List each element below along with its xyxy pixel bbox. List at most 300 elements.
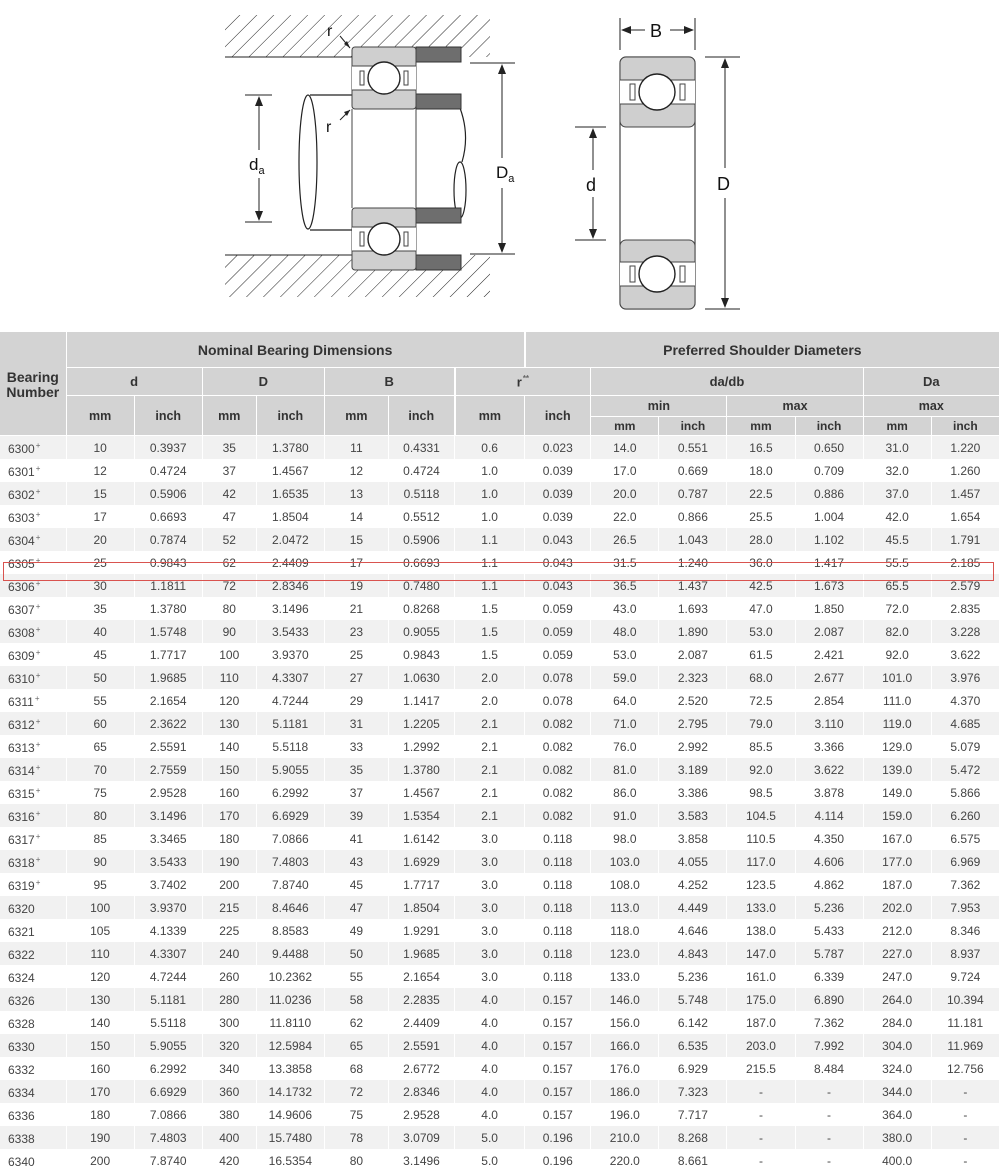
table-cell: 13.3858 — [256, 1057, 324, 1080]
table-cell: 3.0 — [455, 965, 525, 988]
table-cell: 100 — [202, 643, 256, 666]
table-row — [0, 1034, 1000, 1057]
table-cell: 11.969 — [931, 1034, 999, 1057]
bearing-mark: + — [36, 533, 41, 542]
table-cell: 90 — [202, 620, 256, 643]
header-unit-mm: mm — [455, 396, 525, 436]
table-cell: 6.6929 — [256, 804, 324, 827]
table-cell: 7.4803 — [256, 850, 324, 873]
bearing-number-cell — [0, 1034, 66, 1057]
bearing-number-cell — [0, 804, 66, 827]
table-cell: 31 — [324, 712, 388, 735]
bearing-mark: + — [36, 625, 41, 634]
table-cell: 14 — [324, 505, 388, 528]
table-cell: 72 — [202, 574, 256, 597]
bearing-number-cell — [0, 574, 66, 597]
table-cell: 0.8268 — [388, 597, 454, 620]
table-cell: 3.0 — [455, 896, 525, 919]
bearing-number-cell — [0, 643, 66, 666]
table-cell: 156.0 — [591, 1011, 659, 1034]
table-row — [0, 781, 1000, 804]
table-cell: 1.9685 — [388, 942, 454, 965]
table-cell: 49 — [324, 919, 388, 942]
label-r-bottom: r — [326, 119, 332, 136]
bearing-number: 6324 — [8, 971, 35, 985]
bearing-number: 6304 — [8, 534, 35, 548]
table-cell: 10.2362 — [256, 965, 324, 988]
table-cell: 2.6772 — [388, 1057, 454, 1080]
table-cell: 2.087 — [659, 643, 727, 666]
table-cell: 6.575 — [931, 827, 999, 850]
table-row — [0, 965, 1000, 988]
bearing-mark: + — [36, 441, 41, 450]
table-cell: 140 — [202, 735, 256, 758]
table-cell: 7.8740 — [134, 1149, 202, 1172]
table-cell: 0.039 — [525, 482, 591, 505]
table-cell: 5.0 — [455, 1149, 525, 1172]
table-cell: 0.118 — [525, 965, 591, 988]
table-cell: 7.0866 — [134, 1103, 202, 1126]
table-cell: 2.7559 — [134, 758, 202, 781]
bearing-number: 6319 — [8, 879, 35, 893]
header-nominal-dimensions: Nominal Bearing Dimensions — [66, 332, 525, 368]
table-cell: 203.0 — [727, 1034, 795, 1057]
table-cell: 31.0 — [863, 436, 931, 460]
bearing-number: 6317 — [8, 833, 35, 847]
table-cell: 2.4409 — [388, 1011, 454, 1034]
table-cell: 5.236 — [795, 896, 863, 919]
table-cell: 2.1 — [455, 758, 525, 781]
table-cell: 103.0 — [591, 850, 659, 873]
table-row — [0, 712, 1000, 735]
table-cell: 2.421 — [795, 643, 863, 666]
table-row — [0, 1103, 1000, 1126]
table-cell: 111.0 — [863, 689, 931, 712]
table-cell: 4.0 — [455, 988, 525, 1011]
table-cell: 2.1 — [455, 804, 525, 827]
table-cell: 0.866 — [659, 505, 727, 528]
table-cell: 8.346 — [931, 919, 999, 942]
table-cell: 43.0 — [591, 597, 659, 620]
table-cell: 227.0 — [863, 942, 931, 965]
table-cell: 7.4803 — [134, 1126, 202, 1149]
table-cell: 37 — [324, 781, 388, 804]
table-row — [0, 551, 1000, 574]
table-cell: 3.583 — [659, 804, 727, 827]
table-cell: 3.5433 — [256, 620, 324, 643]
table-cell: 50 — [66, 666, 134, 689]
table-cell: 1.2205 — [388, 712, 454, 735]
table-cell: 161.0 — [727, 965, 795, 988]
table-cell: 5.9055 — [134, 1034, 202, 1057]
table-row — [0, 827, 1000, 850]
bearing-number-cell — [0, 482, 66, 505]
table-cell: 2.579 — [931, 574, 999, 597]
table-cell: 1.8504 — [388, 896, 454, 919]
table-cell: 420 — [202, 1149, 256, 1172]
table-cell: - — [795, 1149, 863, 1172]
table-cell: 360 — [202, 1080, 256, 1103]
table-cell: 1.1 — [455, 551, 525, 574]
table-cell: 17.0 — [591, 459, 659, 482]
table-cell: 2.3622 — [134, 712, 202, 735]
bearing-number-cell — [0, 850, 66, 873]
table-cell: 4.449 — [659, 896, 727, 919]
table-row — [0, 643, 1000, 666]
table-cell: 3.1496 — [256, 597, 324, 620]
table-cell: 200 — [202, 873, 256, 896]
table-cell: 2.323 — [659, 666, 727, 689]
label-B: B — [650, 21, 662, 41]
bearing-number: 6338 — [8, 1132, 35, 1146]
bearing-number: 6308 — [8, 626, 35, 640]
table-cell: 2.0472 — [256, 528, 324, 551]
table-cell: 4.646 — [659, 919, 727, 942]
label-d: d — [586, 175, 596, 195]
table-cell: 104.5 — [727, 804, 795, 827]
bearing-mark: + — [36, 487, 41, 496]
table-cell: 18.0 — [727, 459, 795, 482]
bearing-mark: + — [36, 717, 41, 726]
table-cell: 1.220 — [931, 436, 999, 460]
table-cell: 0.059 — [525, 620, 591, 643]
table-cell: 220.0 — [591, 1149, 659, 1172]
table-cell: 1.260 — [931, 459, 999, 482]
table-cell: 6.2992 — [134, 1057, 202, 1080]
table-cell: 100 — [66, 896, 134, 919]
table-cell: 3.7402 — [134, 873, 202, 896]
table-cell: 304.0 — [863, 1034, 931, 1057]
bearing-mark: + — [36, 786, 41, 795]
table-cell: 1.102 — [795, 528, 863, 551]
bearing-number-cell — [0, 666, 66, 689]
table-cell: 22.0 — [591, 505, 659, 528]
table-cell: 60 — [66, 712, 134, 735]
bearing-number-cell — [0, 1011, 66, 1034]
table-cell: 98.5 — [727, 781, 795, 804]
table-cell: 200 — [66, 1149, 134, 1172]
table-cell: 364.0 — [863, 1103, 931, 1126]
table-row — [0, 666, 1000, 689]
table-cell: 1.0 — [455, 459, 525, 482]
table-cell: 300 — [202, 1011, 256, 1034]
table-cell: 45.5 — [863, 528, 931, 551]
bearing-mark: + — [36, 832, 41, 841]
table-cell: 12 — [66, 459, 134, 482]
table-cell: 1.6929 — [388, 850, 454, 873]
table-cell: - — [931, 1103, 999, 1126]
table-cell: 78 — [324, 1126, 388, 1149]
table-cell: - — [931, 1126, 999, 1149]
table-cell: 76.0 — [591, 735, 659, 758]
table-cell: 0.082 — [525, 758, 591, 781]
table-cell: 140 — [66, 1011, 134, 1034]
table-cell: 2.835 — [931, 597, 999, 620]
table-row — [0, 528, 1000, 551]
table-cell: 1.654 — [931, 505, 999, 528]
table-cell: 2.1 — [455, 735, 525, 758]
label-Da: $D_a$ — [496, 163, 515, 185]
table-row — [0, 942, 1000, 965]
table-cell: 0.5512 — [388, 505, 454, 528]
table-cell: 9.4488 — [256, 942, 324, 965]
table-cell: 6.6929 — [134, 1080, 202, 1103]
header-preferred-shoulder: Preferred Shoulder Diameters — [525, 332, 1000, 368]
table-cell: 2.9528 — [388, 1103, 454, 1126]
table-cell: 247.0 — [863, 965, 931, 988]
table-cell: 4.114 — [795, 804, 863, 827]
table-cell: 5.748 — [659, 988, 727, 1011]
table-cell: 117.0 — [727, 850, 795, 873]
table-cell: 118.0 — [591, 919, 659, 942]
table-cell: 0.886 — [795, 482, 863, 505]
table-cell: 36.5 — [591, 574, 659, 597]
table-cell: 177.0 — [863, 850, 931, 873]
table-cell: 22.5 — [727, 482, 795, 505]
table-cell: - — [727, 1080, 795, 1103]
table-cell: 6.339 — [795, 965, 863, 988]
table-cell: 0.196 — [525, 1126, 591, 1149]
bearing-mark: + — [36, 510, 41, 519]
table-cell: 0.7480 — [388, 574, 454, 597]
table-cell: 146.0 — [591, 988, 659, 1011]
table-cell: 0.118 — [525, 850, 591, 873]
table-cell: 4.7244 — [256, 689, 324, 712]
table-cell: 1.1811 — [134, 574, 202, 597]
table-cell: 1.004 — [795, 505, 863, 528]
table-cell: 0.6693 — [388, 551, 454, 574]
table-cell: 180 — [66, 1103, 134, 1126]
bearing-number-cell — [0, 827, 66, 850]
header-unit-mm: mm — [324, 396, 388, 436]
bearing-number: 6336 — [8, 1109, 35, 1123]
table-cell: 1.693 — [659, 597, 727, 620]
table-cell: 19 — [324, 574, 388, 597]
table-body — [0, 436, 1000, 1172]
table-cell: 95 — [66, 873, 134, 896]
table-cell: 39 — [324, 804, 388, 827]
table-cell: 81.0 — [591, 758, 659, 781]
table-cell: 167.0 — [863, 827, 931, 850]
table-cell: 1.5 — [455, 597, 525, 620]
table-row — [0, 1149, 1000, 1172]
label-D: D — [717, 174, 730, 194]
table-cell: 2.8346 — [388, 1080, 454, 1103]
table-cell: 62 — [202, 551, 256, 574]
table-cell: 0.023 — [525, 436, 591, 460]
table-cell: 3.189 — [659, 758, 727, 781]
table-cell: 70 — [66, 758, 134, 781]
table-cell: 25 — [66, 551, 134, 574]
table-row — [0, 436, 1000, 460]
table-cell: 1.6142 — [388, 827, 454, 850]
table-cell: 2.0 — [455, 689, 525, 712]
table-cell: 6.260 — [931, 804, 999, 827]
bearing-number: 6340 — [8, 1155, 35, 1169]
bearing-number: 6334 — [8, 1086, 35, 1100]
table-cell: 0.082 — [525, 781, 591, 804]
header-col-r: r** — [455, 368, 591, 396]
table-cell: 3.878 — [795, 781, 863, 804]
table-cell: 5.1181 — [134, 988, 202, 1011]
table-cell: 2.8346 — [256, 574, 324, 597]
table-cell: 5.787 — [795, 942, 863, 965]
table-cell: 264.0 — [863, 988, 931, 1011]
table-cell: 1.3780 — [256, 436, 324, 460]
table-cell: 7.362 — [931, 873, 999, 896]
table-cell: 0.157 — [525, 1080, 591, 1103]
table-cell: 3.0 — [455, 873, 525, 896]
table-cell: 110 — [202, 666, 256, 689]
table-cell: 0.043 — [525, 528, 591, 551]
table-cell: 123.5 — [727, 873, 795, 896]
bearing-number: 6315 — [8, 787, 35, 801]
table-cell: 0.669 — [659, 459, 727, 482]
table-cell: 2.795 — [659, 712, 727, 735]
table-cell: 187.0 — [727, 1011, 795, 1034]
table-cell: 7.953 — [931, 896, 999, 919]
table-cell: 3.622 — [931, 643, 999, 666]
bearing-number: 6313 — [8, 741, 35, 755]
table-cell: 4.0 — [455, 1103, 525, 1126]
table-cell: 36.0 — [727, 551, 795, 574]
bearing-number-cell — [0, 1149, 66, 1172]
table-cell: 43 — [324, 850, 388, 873]
bearing-number: 6303 — [8, 511, 35, 525]
table-cell: 4.862 — [795, 873, 863, 896]
table-cell: 6.969 — [931, 850, 999, 873]
table-cell: 1.240 — [659, 551, 727, 574]
table-cell: - — [931, 1149, 999, 1172]
bearing-section-drawing — [575, 18, 740, 309]
header-max-da: max — [863, 396, 999, 417]
header-unit-mm: mm — [591, 417, 659, 436]
table-row — [0, 873, 1000, 896]
header-unit-mm: mm — [727, 417, 795, 436]
table-cell: 3.3465 — [134, 827, 202, 850]
bearing-number-cell — [0, 551, 66, 574]
table-cell: 3.386 — [659, 781, 727, 804]
table-cell: 7.0866 — [256, 827, 324, 850]
table-cell: 75 — [66, 781, 134, 804]
header-unit-mm: mm — [202, 396, 256, 436]
table-row — [0, 758, 1000, 781]
table-cell: 1.5 — [455, 620, 525, 643]
table-cell: 41 — [324, 827, 388, 850]
table-cell: 175.0 — [727, 988, 795, 1011]
table-cell: 17 — [324, 551, 388, 574]
table-cell: 0.6693 — [134, 505, 202, 528]
table-cell: 2.5591 — [388, 1034, 454, 1057]
table-cell: 1.673 — [795, 574, 863, 597]
table-cell: 17 — [66, 505, 134, 528]
bearing-number-cell — [0, 528, 66, 551]
table-cell: 65 — [66, 735, 134, 758]
table-cell: 130 — [66, 988, 134, 1011]
table-cell: 105 — [66, 919, 134, 942]
table-row — [0, 505, 1000, 528]
table-cell: 0.551 — [659, 436, 727, 460]
table-cell: 110 — [66, 942, 134, 965]
bearing-mark: + — [36, 671, 41, 680]
bearing-number: 6306 — [8, 580, 35, 594]
table-cell: 4.370 — [931, 689, 999, 712]
table-cell: 150 — [66, 1034, 134, 1057]
table-cell: 98.0 — [591, 827, 659, 850]
table-row — [0, 896, 1000, 919]
table-cell: 0.157 — [525, 1011, 591, 1034]
table-cell: 113.0 — [591, 896, 659, 919]
table-cell: 210.0 — [591, 1126, 659, 1149]
bearing-mark: + — [36, 602, 41, 611]
table-row — [0, 1011, 1000, 1034]
table-cell: 8.8583 — [256, 919, 324, 942]
table-cell: 150 — [202, 758, 256, 781]
table-cell: 170 — [66, 1080, 134, 1103]
table-row — [0, 689, 1000, 712]
table-cell: 160 — [202, 781, 256, 804]
bearing-mark: + — [36, 878, 41, 887]
table-cell: 5.9055 — [256, 758, 324, 781]
table-cell: 6.929 — [659, 1057, 727, 1080]
table-cell: 6.142 — [659, 1011, 727, 1034]
table-cell: 1.7717 — [388, 873, 454, 896]
table-cell: - — [727, 1126, 795, 1149]
table-cell: 37.0 — [863, 482, 931, 505]
table-cell: 0.9843 — [388, 643, 454, 666]
table-cell: 1.1 — [455, 574, 525, 597]
bearing-number-cell — [0, 712, 66, 735]
table-row — [0, 1126, 1000, 1149]
table-cell: 90 — [66, 850, 134, 873]
header-unit-inch: inch — [659, 417, 727, 436]
table-cell: 3.9370 — [256, 643, 324, 666]
table-cell: 400 — [202, 1126, 256, 1149]
header-unit-mm: mm — [863, 417, 931, 436]
table-cell: 14.9606 — [256, 1103, 324, 1126]
table-cell: 3.0 — [455, 850, 525, 873]
table-cell: 15 — [324, 528, 388, 551]
table-cell: 0.9055 — [388, 620, 454, 643]
table-cell: 33 — [324, 735, 388, 758]
table-cell: 72 — [324, 1080, 388, 1103]
bearing-mark: + — [36, 579, 41, 588]
table-cell: 215 — [202, 896, 256, 919]
bearing-number-cell — [0, 689, 66, 712]
table-cell: 8.268 — [659, 1126, 727, 1149]
table-cell: 5.0 — [455, 1126, 525, 1149]
table-cell: 1.0 — [455, 482, 525, 505]
table-cell: 0.082 — [525, 804, 591, 827]
table-cell: 79.0 — [727, 712, 795, 735]
table-cell: 20 — [66, 528, 134, 551]
table-cell: 0.039 — [525, 505, 591, 528]
table-cell: - — [795, 1126, 863, 1149]
table-cell: 13 — [324, 482, 388, 505]
table-cell: 25.5 — [727, 505, 795, 528]
table-cell: 1.2992 — [388, 735, 454, 758]
table-cell: 3.976 — [931, 666, 999, 689]
table-cell: 3.228 — [931, 620, 999, 643]
table-cell: 30 — [66, 574, 134, 597]
table-cell: 0.157 — [525, 1034, 591, 1057]
table-cell: - — [795, 1080, 863, 1103]
table-cell: 1.791 — [931, 528, 999, 551]
bearing-number: 6332 — [8, 1063, 35, 1077]
bearing-mark: + — [36, 809, 41, 818]
table-cell: 101.0 — [863, 666, 931, 689]
table-cell: 166.0 — [591, 1034, 659, 1057]
